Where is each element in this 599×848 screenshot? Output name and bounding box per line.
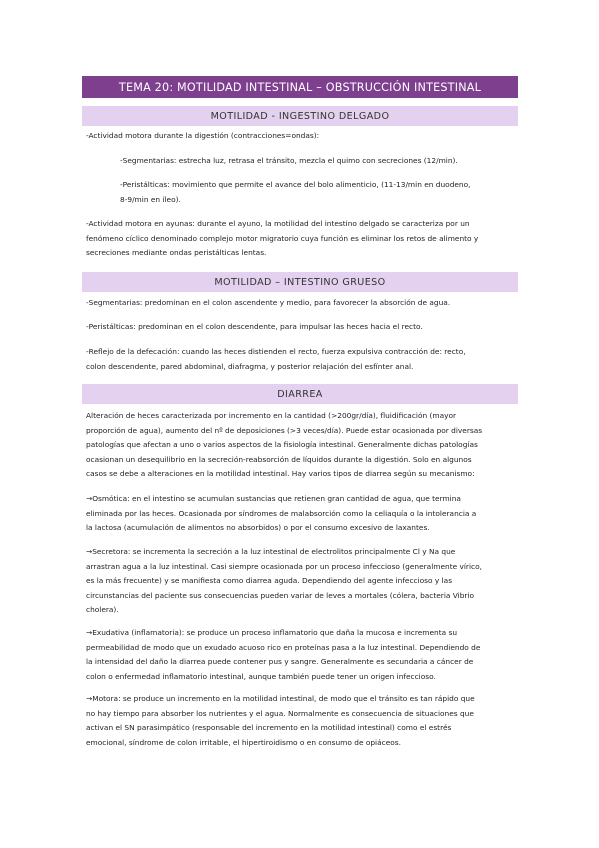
text-line: →Motora: se produce un incremento en la motilidad intestinal, de modo que el tránsito es tan rápido que — [86, 694, 475, 703]
text-line: 8-9/min en íleo). — [120, 194, 181, 204]
text-line: -Reflejo de la defecación: cuando las heces distienden el recto, fuerza expulsiva contracción de: recto, — [86, 347, 466, 356]
text-line: circunstancias del paciente sus consecuencias pueden variar de leves a mortales (cólera, bacteria Vibrio — [86, 590, 475, 600]
paragraph-segmentarias-delgado — [120, 154, 516, 169]
text-line: es la más frecuente) y se manifiesta como diarrea aguda. Dependiendo del agente infeccioso y las — [86, 576, 453, 586]
text-line: proporción de agua), aumento del nº de deposiciones (>3 veces/día). Puede estar ocasionada por diversas — [86, 425, 483, 435]
text-line: ocasionan un desequilibrio en la secreción-reabsorción de líquidos durante la digestión. Solo en algunos — [86, 454, 472, 464]
text-line: -Peristálticas: movimiento que permite el avance del bolo alimenticio, (11-13/min en duodeno, — [120, 180, 471, 189]
text-line: emocional, síndrome de colon irritable, el hipertiroidismo o en consumo de opiáceos. — [86, 737, 401, 747]
text-line: -Peristálticas: predominan en el colon descendente, para impulsar las heces hacia el recto. — [86, 322, 423, 331]
text-line: cholera). — [86, 605, 119, 615]
text-line: -Segmentarias: estrecha luz, retrasa el tránsito, mezcla el quimo con secreciones (12/min). — [120, 156, 458, 165]
text-line: la intensidad del daño la diarrea puede contener pus y sangre. Generalmente es secundaria a cáncer de — [86, 657, 474, 667]
text-line: activan el SN parasimpático (responsable del incremento en la motilidad intestinal) como el estrés — [86, 723, 452, 733]
paragraph-diarrea-intro — [86, 409, 516, 482]
text-line: -Actividad motora en ayunas: durante el ayuno, la motilidad del intestino delgado se caracteriza por un — [86, 219, 470, 228]
paragraph-diarrea-motora — [86, 692, 516, 750]
section-heading-grueso: MOTILIDAD – INTESTINO GRUESO — [82, 272, 518, 292]
text-line: patologías que afectan a uno o varios aspectos de la fisiología intestinal. Generalmente dichas patologías — [86, 440, 478, 450]
text-line: casos se debe a alteraciones en la motilidad intestinal. Hay varios tipos de diarrea según su mecanismo: — [86, 469, 475, 479]
paragraph-diarrea-osmotica — [86, 492, 516, 536]
paragraph-reflejo-defecacion — [86, 345, 516, 374]
text-line: Alteración de heces caracterizada por incremento en la cantidad (>200gr/día), fluidificación (mayor — [86, 411, 457, 420]
text-line: -Segmentarias: predominan en el colon ascendente y medio, para favorecer la absorción de agua. — [86, 298, 451, 307]
paragraph-actividad-ayunas — [86, 217, 516, 261]
text-line: →Exudativa (inflamatoria): se produce un proceso inflamatorio que daña la mucosa e incrementa su — [86, 628, 458, 637]
text-line: eliminada por las heces. Ocasionada por síndromes de malabsorción como la celiaquía o la intolerancia a — [86, 508, 477, 518]
text-line: →Secretora: se incrementa la secreción a la luz intestinal de electrolitos principalmente Cl y Na que — [86, 547, 456, 556]
section-heading-diarrea: DIARREA — [82, 384, 518, 404]
text-line: colon o enfermedad inflamatorio intestinal, aunque también puede tener un origen infeccioso. — [86, 671, 436, 681]
paragraph-segmentarias-grueso — [86, 296, 516, 311]
text-line: la lactosa (acumulación de alimentos no absorbidos) o por el consumo excesivo de laxantes. — [86, 523, 430, 533]
text-line: secreciones mediante ondas peristálticas lentas. — [86, 248, 267, 258]
page-title: TEMA 20: MOTILIDAD INTESTINAL – OBSTRUCCIÓN INTESTINAL — [82, 76, 518, 98]
paragraph-peristalticas-delgado — [120, 178, 516, 207]
text-line: permeabilidad de modo que un exudado acuoso rico en proteínas pasa a la luz intestinal. Dependiendo de — [86, 642, 481, 652]
paragraph-peristalticas-grueso — [86, 320, 516, 335]
text-line: -Actividad motora durante la digestión (contracciones=ondas): — [86, 131, 320, 140]
paragraph-actividad-digestion — [86, 129, 516, 144]
paragraph-diarrea-secretora — [86, 545, 516, 618]
paragraph-diarrea-exudativa — [86, 626, 516, 684]
text-line: colon descendente, pared abdominal, diafragma, y posterior relajación del esfínter anal. — [86, 361, 414, 371]
text-line: fenómeno cíclico denominado complejo motor migratorio cuya función es eliminar los retos de alimento y — [86, 233, 479, 243]
text-line: no hay tiempo para absorber los nutrientes y el agua. Normalmente es consecuencia de situaciones que — [86, 708, 474, 718]
section-heading-delgado: MOTILIDAD - INGESTINO DELGADO — [82, 106, 518, 126]
text-line: arrastran agua a la luz intestinal. Casi siempre ocasionada por un proceso infeccioso (generalmente vírico, — [86, 561, 482, 571]
text-line: →Osmótica: en el intestino se acumulan sustancias que retienen gran cantidad de agua, que termina — [86, 494, 461, 503]
